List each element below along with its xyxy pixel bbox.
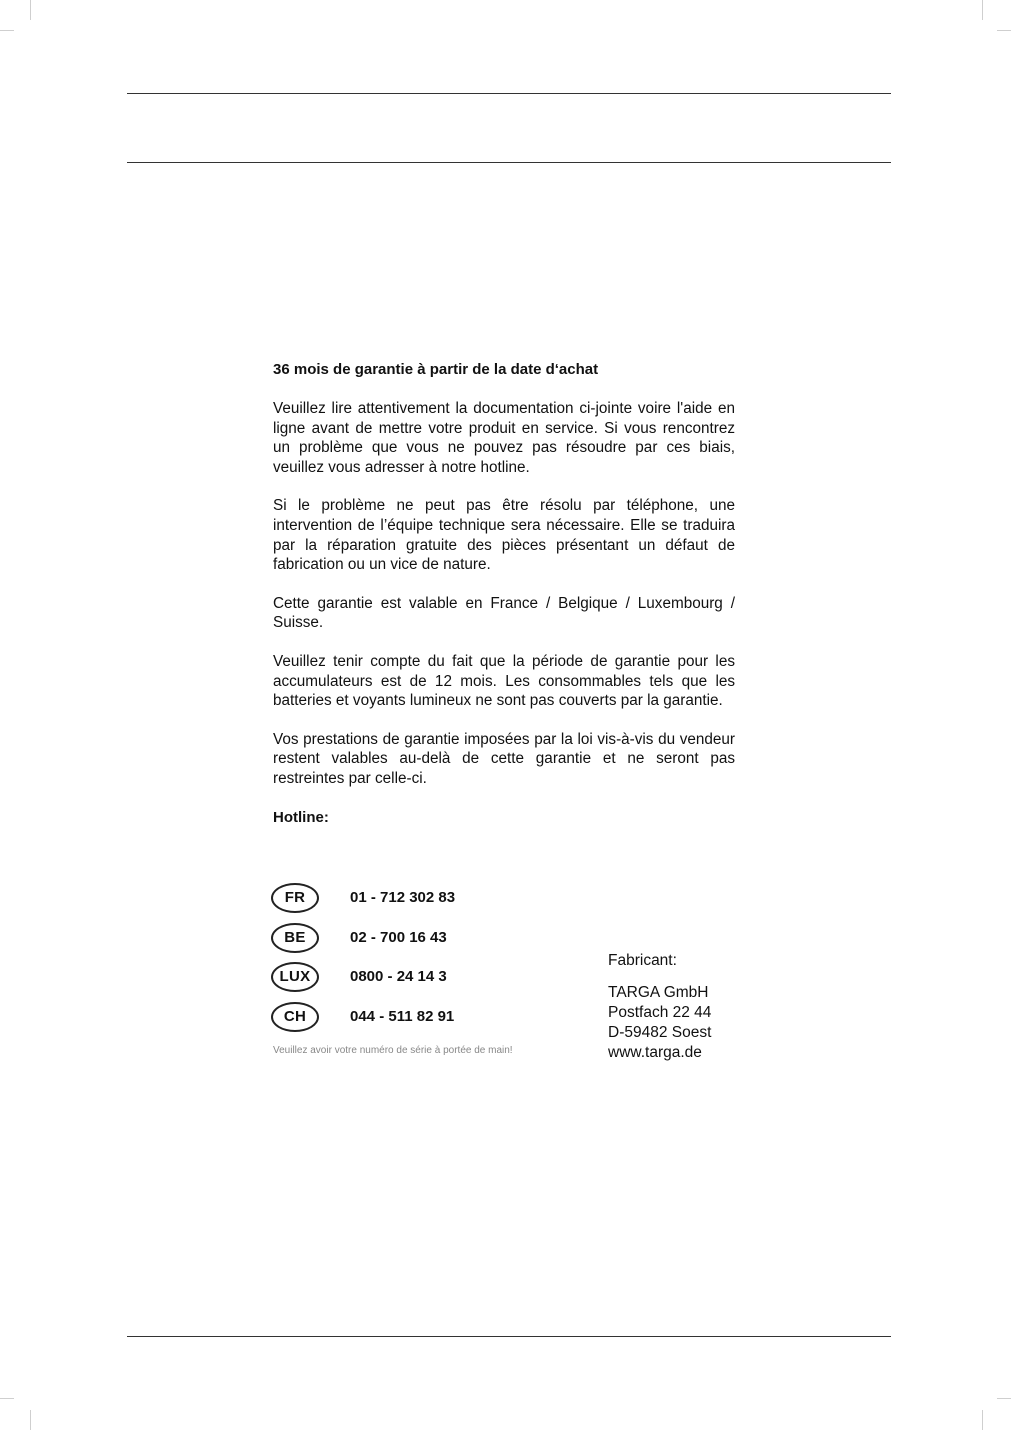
warranty-section (273, 360, 735, 828)
hotline-row (271, 880, 491, 916)
manufacturer-block (608, 951, 711, 1063)
hotline-phone: 02 - 700 16 43 (350, 929, 447, 946)
warranty-paragraph: Veuillez lire attentivement la documentation ci-jointe voire l'aide en ligne avant de mettre votre produit en service. Si vous rencontrez un problème que vous ne pouvez pas résoudre par ces biais, veuillez vous adresser à notre hotline. (273, 400, 735, 476)
manufacturer-city: D-59482 Soest (608, 1024, 712, 1041)
hotline-phone: 0800 - 24 14 3 (350, 968, 447, 985)
warranty-paragraph: Vos prestations de garantie imposées par la loi vis-à-vis du vendeur restent valables au-delà de cette garantie et ne seront pas restreintes par celle-ci. (273, 730, 735, 787)
hotline-phone: 044 - 511 82 91 (350, 1008, 455, 1025)
hotline-phone: 01 - 712 302 83 (350, 889, 456, 906)
hotline-row (271, 920, 491, 956)
warranty-paragraph: Cette garantie est valable en France / Belgique / Luxembourg / Suisse. (273, 594, 735, 632)
crop-mark (997, 30, 1011, 31)
crop-mark (997, 1398, 1011, 1399)
country-badge: BE (271, 923, 319, 953)
header-rule-bottom (127, 162, 891, 163)
manufacturer-website: www.targa.de (608, 1044, 702, 1061)
country-badge: FR (271, 883, 319, 913)
crop-mark (30, 0, 31, 20)
crop-mark (30, 1410, 31, 1430)
footer-rule (127, 1336, 891, 1337)
hotline-label: Hotline: (273, 808, 329, 826)
serial-number-note: Veuillez avoir votre numéro de série à portée de main! (273, 1045, 513, 1056)
manufacturer-label: Fabricant: (608, 952, 677, 969)
crop-mark (982, 0, 983, 20)
country-badge: CH (271, 1002, 319, 1032)
crop-mark (0, 30, 14, 31)
country-badge: LUX (271, 962, 319, 992)
warranty-heading: 36 mois de garantie à partir de la date d‘achat (273, 361, 599, 378)
warranty-paragraph: Si le problème ne peut pas être résolu par téléphone, une intervention de l’équipe technique sera nécessaire. Elle se traduira par la réparation gratuite des pièces présentant un défaut de fabrication ou un vice de nature. (273, 497, 735, 574)
crop-mark (982, 1410, 983, 1430)
warranty-paragraph: Veuillez tenir compte du fait que la période de garantie pour les accumulateurs est de 12 mois. Les consommables tels que les batteries et voyants lumineux ne sont pas couverts par la garantie. (273, 652, 735, 710)
hotline-row (271, 999, 491, 1035)
manufacturer-name: TARGA GmbH (608, 984, 709, 1001)
header-rule-top (127, 93, 891, 94)
crop-mark (0, 1398, 14, 1399)
manufacturer-street: Postfach 22 44 (608, 1004, 712, 1021)
hotline-row (271, 959, 491, 995)
